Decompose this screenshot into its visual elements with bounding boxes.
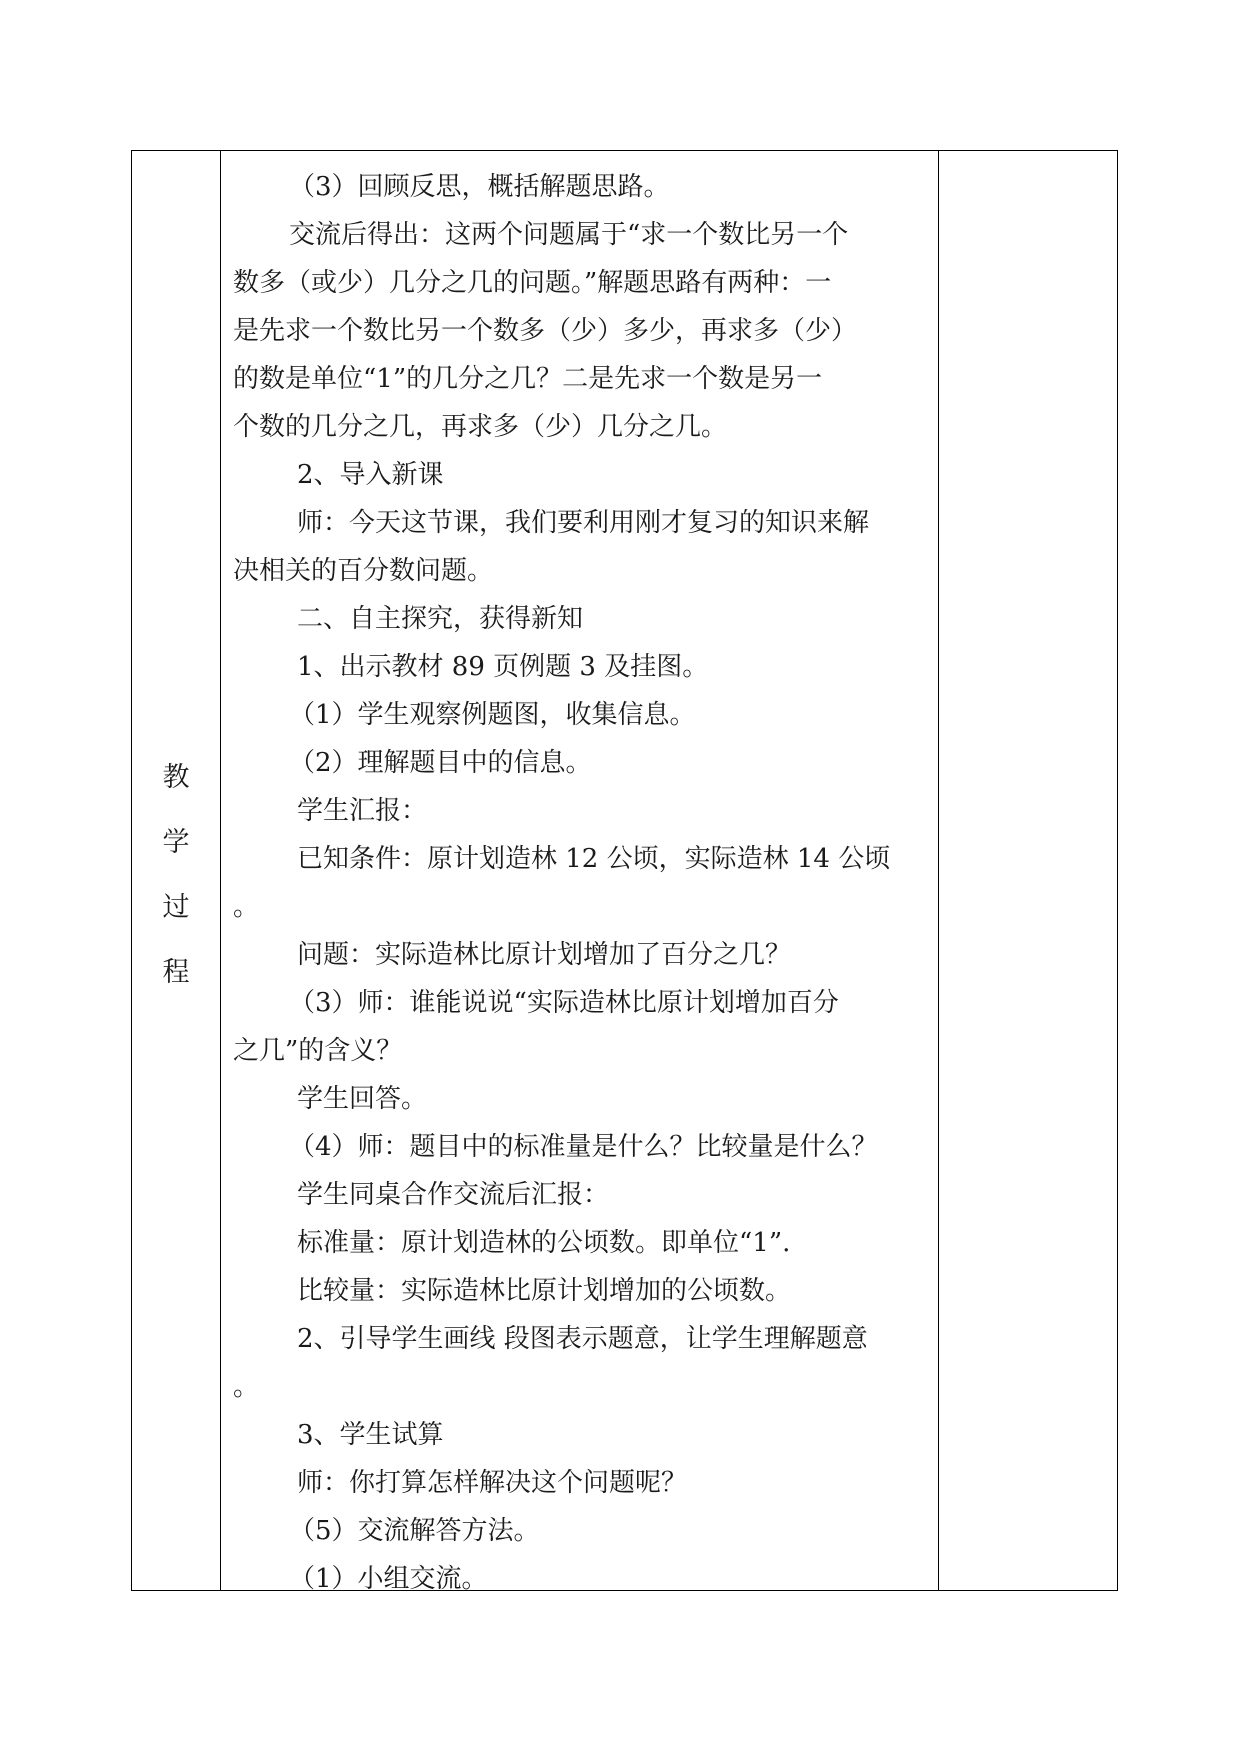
- content-line: 二、自主探究，获得新知: [297, 604, 584, 634]
- content-line: 问题：实际造林比原计划增加了百分之几？: [297, 940, 792, 970]
- content-line: 交流后得出：这两个问题属于“求一个数比另一个: [289, 220, 849, 250]
- content-line: 数多（或少）几分之几的问题。”解题思路有两种：一: [233, 268, 832, 298]
- content-line: 。: [233, 1372, 260, 1402]
- content-line: 个数的几分之几，再求多（少）几分之几。: [233, 412, 728, 442]
- content-line: 之几”的含义？: [233, 1036, 403, 1066]
- content-line: （3）师：谁能说说“实际造林比原计划增加百分: [289, 988, 839, 1018]
- content-line: 2、引导学生画线 段图表示题意，让学生理解题意: [297, 1324, 868, 1354]
- section-label-char: 程: [162, 957, 190, 988]
- content-line: 是先求一个数比另一个数多（少）多少，再求多（少）: [233, 316, 858, 346]
- lesson-content: [233, 163, 933, 1603]
- content-line: 1、出示教材 89 页例题 3 及挂图。: [297, 652, 709, 682]
- column-divider-right: [938, 151, 939, 1590]
- content-line: （3）回顾反思，概括解题思路。: [289, 172, 670, 202]
- content-line: 3、学生试算: [297, 1420, 444, 1450]
- content-line: （4）师：题目中的标准量是什么？比较量是什么？: [289, 1132, 878, 1162]
- content-line: 比较量：实际造林比原计划增加的公顷数。: [297, 1276, 792, 1306]
- content-line: 2、导入新课: [297, 460, 444, 490]
- section-label-char: 教: [162, 762, 190, 793]
- content-line: （5）交流解答方法。: [289, 1516, 540, 1546]
- section-label-column: [132, 151, 220, 1590]
- lesson-table: [131, 150, 1118, 1594]
- content-line: （2）理解题目中的信息。: [289, 748, 592, 778]
- content-line: 学生同桌合作交流后汇报：: [297, 1180, 610, 1210]
- content-line: 师：你打算怎样解决这个问题呢？: [297, 1468, 688, 1498]
- content-line: 的数是单位“1”的几分之几？二是先求一个数是另一: [233, 364, 823, 394]
- content-line: 。: [233, 892, 260, 922]
- content-line: 学生回答。: [297, 1084, 428, 1114]
- content-line: 已知条件：原计划造林 12 公顷，实际造林 14 公顷: [297, 844, 891, 874]
- content-line: 标准量：原计划造林的公顷数。即单位“1”.: [297, 1228, 791, 1258]
- content-line: （1）学生观察例题图，收集信息。: [289, 700, 696, 730]
- content-line: （1）小组交流。: [289, 1564, 488, 1594]
- content-line: 师：今天这节课，我们要利用刚才复习的知识来解: [297, 508, 870, 538]
- column-divider-left: [220, 151, 221, 1590]
- content-line: 学生汇报：: [297, 796, 428, 826]
- section-label-char: 学: [162, 827, 190, 858]
- content-line: 决相关的百分数问题。: [233, 556, 494, 586]
- section-label-char: 过: [162, 892, 190, 923]
